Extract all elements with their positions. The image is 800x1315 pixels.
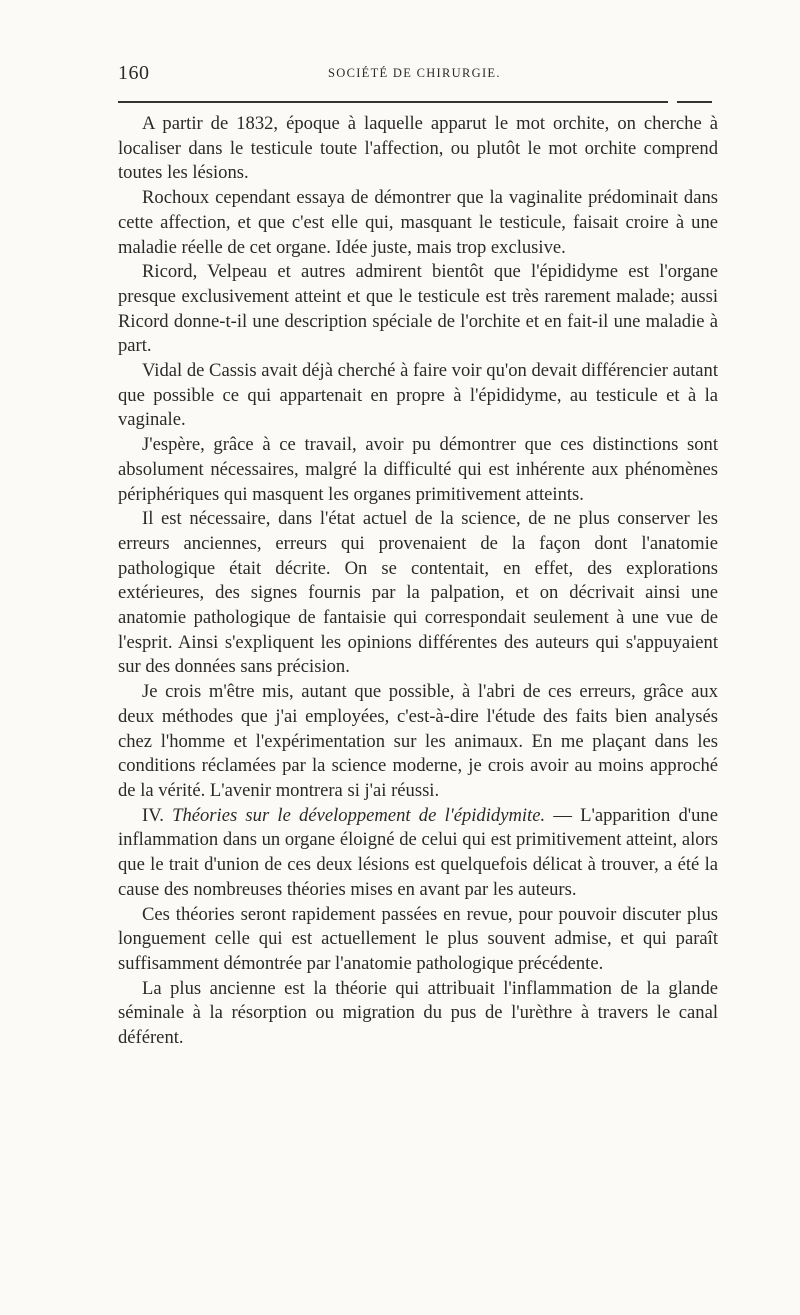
paragraph: La plus ancienne est la théorie qui attribuait l'inflammation de la glande séminale à la résorption ou migration du pus de l'urèthre à travers le canal déférent. [118,977,718,1049]
paragraph: Rochoux cependant essaya de démontrer que la vaginalite prédominait dans cette affection, et que c'est elle qui, masquant le testicule, faisait croire à une maladie réelle de cet organe. Idée juste, mais trop exclusive. [118,187,718,258]
page-header [118,62,712,86]
paragraph: Je crois m'être mis, autant que possible, à l'abri de ces erreurs, grâce aux deux méthodes que j'ai employées, c'est-à-dire l'étude des faits bien analysés chez l'homme et l'expérimentation sur les animaux. En me plaçant dans les conditions réclamées par la science moderne, je crois avoir au moins approché de la vérité. L'avenir montrera si j'ai réussi. [118,681,718,801]
section-text: — L'apparition d'une inflammation dans un organe éloigné de celui qui est primitivement atteint, alors que le trait d'union de ces deux lésions est quelquefois délicat à trouver, a été la cause des nombreuses théories mises en avant par les auteurs. [118,804,718,900]
page-number: 160 [118,62,150,84]
paragraph: Vidal de Cassis avait déjà cherché à faire voir qu'on devait différencier autant que possible ce qui appartenait en propre à l'épididyme, au testicule et à la vaginale. [118,360,718,431]
section-number: IV. [142,804,164,826]
paragraph: J'espère, grâce à ce travail, avoir pu démontrer que ces distinctions sont absolument nécessaires, malgré la difficulté qui est inhérente aux phénomènes périphériques qui masquent les organes primitivement atteints. [118,434,718,505]
paragraph: Ricord, Velpeau et autres admirent bientôt que l'épididyme est l'organe presque exclusivement atteint et que le testicule est très rarement malade; aussi Ricord donne-t-il une description spéciale de l'orchite et en fait-il une maladie à part. [118,261,718,357]
header-rule-gap [668,99,677,105]
paragraph: Il est nécessaire, dans l'état actuel de la science, de ne plus conserver les erreurs anciennes, erreurs qui provenaient de la façon dont l'anatomie pathologique était décrite. On se contentait, en effet, des explorations extérieures, des signes fournis par la palpation, et on décrivait ainsi une anatomie pathologique de fantaisie qui correspondait seulement à une vue de l'esprit. Ainsi s'expliquent les opinions différentes des auteurs qui s'appuyaient sur des données sans précision. [118,508,718,678]
body-text [118,112,718,1051]
section-title: Théories sur le développement de l'épididymite. [172,804,546,826]
section-paragraph [118,804,718,903]
paragraph: Ces théories seront rapidement passées en revue, pour pouvoir discuter plus longuement celle qui est actuellement le plus souvent admise, et qui paraît suffisamment démontrée par l'anatomie pathologique précédente. [118,903,718,974]
running-head: SOCIÉTÉ DE CHIRURGIE. [328,66,501,80]
header-rule [118,101,712,103]
paragraph: A partir de 1832, époque à laquelle apparut le mot orchite, on cherche à localiser dans le testicule toute l'affection, ou plutôt le mot orchite comprend toutes les lésions. [118,113,718,184]
